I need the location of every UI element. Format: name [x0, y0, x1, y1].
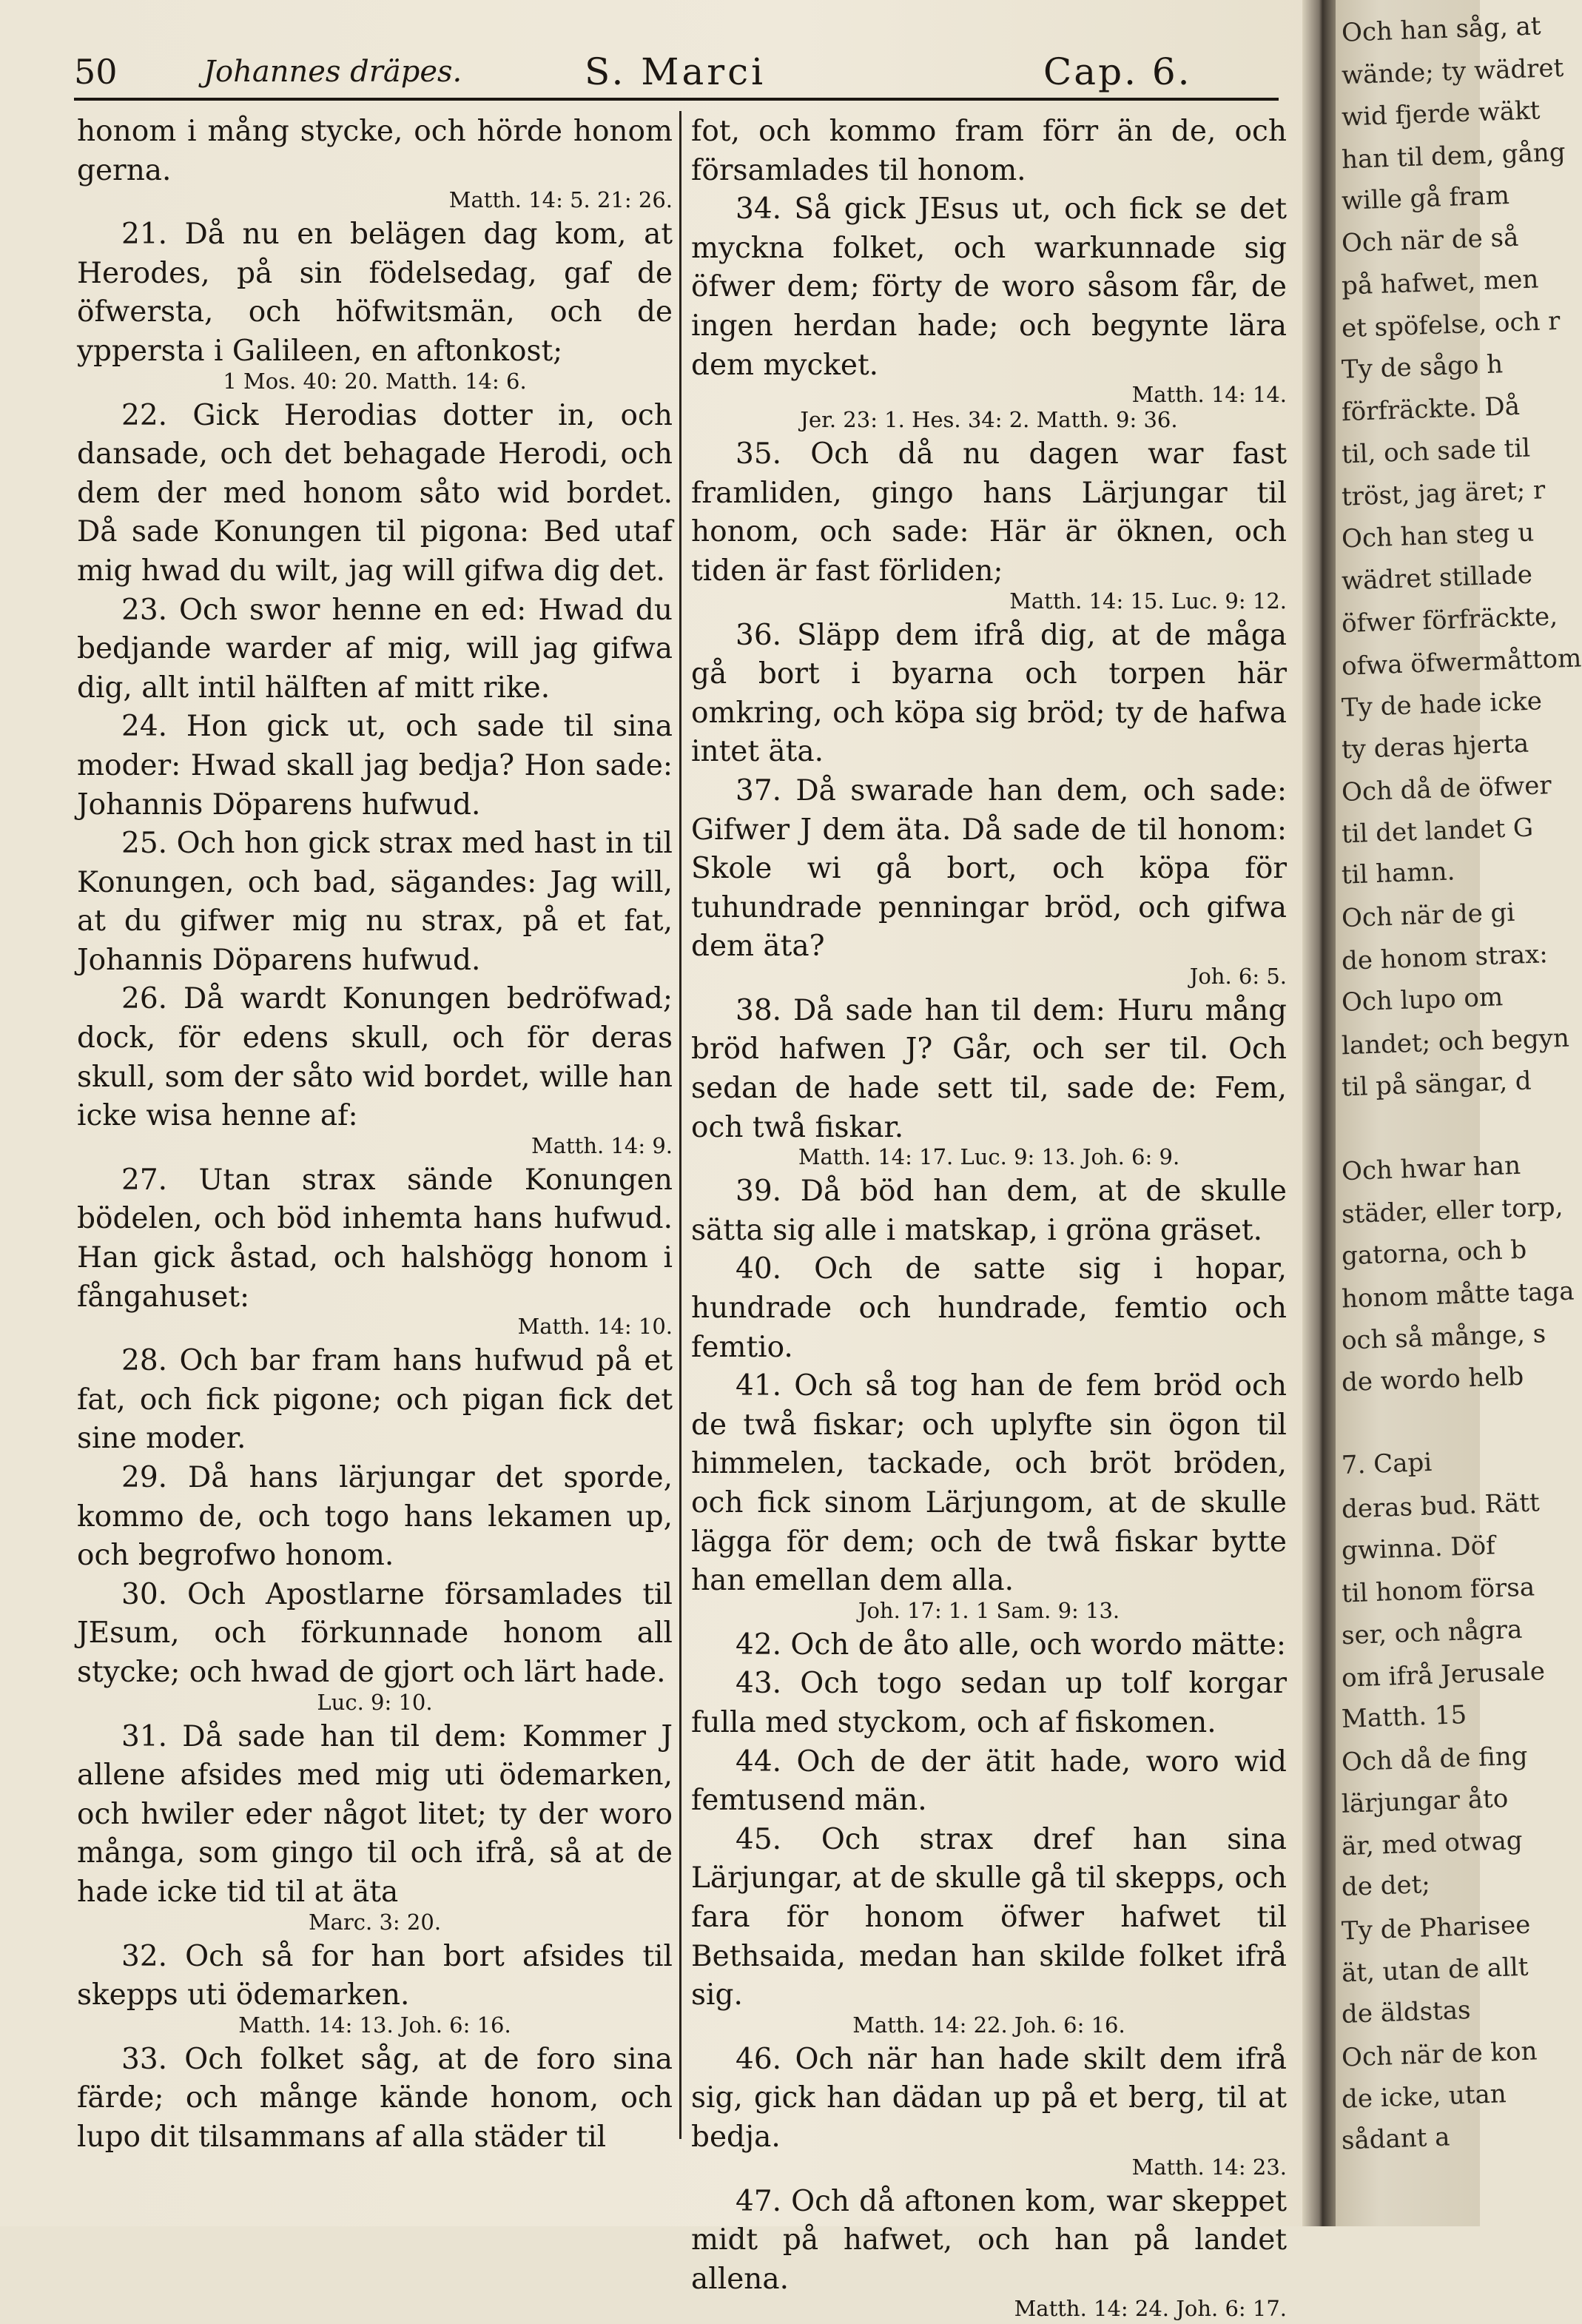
facing-page-fragment: tröst, jag äret; r: [1341, 475, 1546, 512]
cross-reference: Joh. 6: 5.: [1189, 963, 1287, 989]
verse: 40. Och de satte sig i hopar, hundrade och hundrade, femtio och femtio.: [691, 1252, 1287, 1364]
left-column: [77, 112, 673, 2157]
cross-reference: Marc. 3: 20.: [308, 1909, 442, 1935]
facing-page-fragment: Och när de så: [1341, 222, 1519, 259]
facing-page-fragment: Och när de gi: [1341, 897, 1515, 934]
verse: 25. Och hon gick strax med hast in til Konungen, och bad, sägandes: Jag will, at du gifwer mig nu strax, på et fat, Johannis Döparens hufwud.: [77, 827, 673, 977]
facing-page-fragment: de wordo helb: [1341, 1361, 1524, 1398]
facing-page-fragment: om ifrå Jerusale: [1341, 1656, 1546, 1693]
verse: 46. Och när han hade skilt dem ifrå sig, gick han dädan up på et berg, til at bedja.: [691, 2042, 1287, 2154]
facing-page-fragment: de honom strax:: [1341, 939, 1549, 976]
verse: 44. Och de der ätit hade, woro wid femtusend män.: [691, 1744, 1287, 1818]
header-rule: [74, 98, 1279, 101]
cross-reference: Jer. 23: 1. Hes. 34: 2. Matth. 9: 36.: [800, 407, 1178, 433]
verse: 30. Och Apostlarne församlades til JEsum, och förkunnade honom all stycke; och hwad de gjort och lärt hade.: [77, 1577, 673, 1689]
facing-page-fragment: til honom försa: [1341, 1572, 1535, 1609]
verse: 28. Och bar fram hans hufwud på et fat, och fick pigone; och pigan fick det sine moder.: [77, 1344, 673, 1456]
facing-page-fragment: Matth. 15: [1341, 1700, 1467, 1734]
facing-page-fragment: landet; och begyn: [1341, 1023, 1570, 1061]
running-header: [74, 46, 1288, 98]
facing-page-fragment: Och då de öfwer: [1341, 770, 1552, 807]
page-number: 50: [74, 52, 118, 92]
cross-reference: Luc. 9: 10.: [317, 1689, 433, 1715]
facing-page-fragment: til på sängar, d: [1341, 1066, 1532, 1103]
facing-page-fragment: lärjungar åto: [1341, 1784, 1509, 1819]
facing-page-fragment: et spöfelse, och r: [1341, 306, 1561, 344]
column-divider: [679, 111, 681, 2139]
cross-reference: Matth. 14: 22. Joh. 6: 16.: [852, 2012, 1125, 2038]
facing-page-fragment: ofwa öfwermåttom: [1341, 643, 1582, 682]
cross-reference: Joh. 17: 1. 1 Sam. 9: 13.: [858, 1597, 1120, 1623]
verse: 27. Utan strax sände Konungen bödelen, och böd inhemta hans hufwud. Han gick åstad, och halshögg honom i fångahuset:: [77, 1163, 673, 1314]
cross-reference: Matth. 14: 17. Luc. 9: 13. Joh. 6: 9.: [798, 1144, 1180, 1170]
facing-page-fragment: sådant a: [1341, 2122, 1451, 2156]
facing-page-fragment: gwinna. Döf: [1341, 1531, 1496, 1566]
cross-reference: Matth. 14: 9.: [531, 1132, 673, 1158]
cross-reference: Matth. 14: 5. 21: 26.: [448, 187, 673, 213]
cross-reference: Matth. 14: 23.: [1131, 2154, 1287, 2180]
verse: 31. Då sade han til dem: Kommer J allene afsides med mig uti ödemarken, och hwiler eder något litet; ty der woro många, som gingo til och ifrå, så at de hade icke tid til at äta: [77, 1719, 673, 1909]
facing-page-fragment: deras bud. Rätt: [1341, 1488, 1541, 1525]
facing-page-fragment: wid fjerde wäkt: [1341, 95, 1541, 132]
verse: 42. Och de åto alle, och wordo mätte:: [736, 1628, 1287, 1662]
facing-page-fragment: wädret stillade: [1341, 560, 1533, 597]
cross-reference: Matth. 14: 24. Joh. 6: 17.: [1014, 2296, 1287, 2322]
verse: 34. Så gick JEsus ut, och fick se det myckna folket, och warkunnade sig öfwer dem; förty de woro såsom får, de ingen herdan hade; och begynte lära dem mycket.: [691, 192, 1287, 382]
verse: 32. Och så for han bort afsides til skepps uti ödemarken.: [77, 1939, 673, 2012]
verse-continuation: honom i mång stycke, och hörde honom gerna.: [77, 115, 673, 187]
facing-page-fragment: och så månge, s: [1341, 1319, 1546, 1356]
facing-page-fragment: 7. Capi: [1341, 1447, 1433, 1481]
verse: 47. Och då aftonen kom, war skeppet midt på hafwet, och han på landet allena.: [691, 2184, 1287, 2296]
facing-page-fragment: städer, eller torp,: [1341, 1192, 1564, 1230]
facing-page-fragment: honom måtte taga: [1341, 1276, 1575, 1314]
verse: 45. Och strax dref han sina Lärjungar, at de skulle gå til skepps, och fara för honom öfwer hafwet til Bethsaida, medan han skilde folket ifrå sig.: [691, 1822, 1287, 2012]
verse: 21. Då nu en belägen dag kom, at Herodes, på sin födelsedag, gaf de öfwersta, och höfwitsmän, och de yppersta i Galileen, en aftonkost;: [77, 218, 673, 368]
running-title: Johannes dräpes.: [203, 55, 462, 89]
verse: 24. Hon gick ut, och sade til sina moder: Hwad skall jag bedja? Hon sade: Johannis Döparens hufwud.: [77, 710, 673, 822]
verse-continuation: fot, och kommo fram förr än de, och församlades til honom.: [691, 115, 1287, 187]
facing-page-fragment: ät, utan de allt: [1341, 1952, 1529, 1989]
facing-page-fragment: Och när de kon: [1341, 2036, 1538, 2073]
right-column: [691, 112, 1287, 2324]
verse: 29. Då hans lärjungar det sporde, kommo de, och togo hans lekamen up, och begrofwo honom.: [77, 1461, 673, 1573]
verse: 41. Och så tog han de fem bröd och de twå fiskar; och uplyfte sin ögon til himmelen, tackade, och bröt bröden, och fick sinom Lärjungom, at de skulle lägga för dem; och de twå fiskar bytte han emellan dem alla.: [691, 1369, 1287, 1598]
cross-reference: Matth. 14: 15. Luc. 9: 12.: [1009, 588, 1287, 614]
facing-page-fragment: på hafwet, men: [1341, 264, 1539, 301]
verse: 35. Och då nu dagen war fast framliden, gingo hans Lärjungar til honom, och sade: Här är öknen, och tiden är fast förliden;: [691, 437, 1287, 588]
facing-page-fragment: är, med otwag: [1341, 1825, 1524, 1862]
verse: 38. Då sade han til dem: Huru mång bröd hafwen J? Går, och ser til. Och sedan de hade sett til, sade de: Fem, och twå fiskar.: [691, 993, 1287, 1144]
facing-page-fragment: han til dem, gång: [1341, 137, 1566, 175]
facing-page-fragment: gatorna, och b: [1341, 1235, 1527, 1272]
facing-page-fragment: förfräckte. Då: [1341, 391, 1521, 428]
chapter-label: Cap. 6.: [1043, 50, 1192, 93]
facing-page-fragment: Och han steg u: [1341, 517, 1535, 554]
facing-page-fragment: öfwer förfräckte,: [1341, 601, 1558, 639]
verse: 36. Släpp dem ifrå dig, at de måga gå bort i byarna och torpen här omkring, och köpa sig bröd; ty de hafwa intet äta.: [691, 618, 1287, 769]
facing-page-fragment: Och då de fing: [1341, 1741, 1529, 1778]
facing-page-fragment: de äldstas: [1341, 1995, 1472, 2030]
facing-page-fragment: de det;: [1341, 1869, 1431, 1903]
facing-page-fragment: Ty de hade icke: [1341, 686, 1543, 723]
facing-page-fragment: til hamn.: [1341, 856, 1455, 890]
cross-reference: 1 Mos. 40: 20. Matth. 14: 6.: [223, 368, 527, 394]
facing-page-fragment: Och han såg, at: [1341, 11, 1542, 48]
verse: 33. Och folket såg, at de foro sina färde; och månge kände honom, och lupo dit tilsammans af alla städer til: [77, 2042, 673, 2154]
facing-page-edge: [1336, 0, 1582, 2226]
facing-page-fragment: wände; ty wädret: [1341, 53, 1564, 91]
verse: 22. Gick Herodias dotter in, och dansade, och det behagade Herodi, och dem der med honom såto wid bordet. Då sade Konungen til pigona: Bed utaf mig hwad du wilt, jag will gifwa dig det.: [77, 398, 673, 588]
verse: 23. Och swor henne en ed: Hwad du bedjande warder af mig, will jag gifwa dig, allt intil hälften af mitt rike.: [77, 593, 673, 705]
book-gutter: [1302, 0, 1339, 2226]
facing-page-fragment: Ty de sågo h: [1341, 349, 1504, 385]
facing-page-fragment: ty deras hjerta: [1341, 728, 1529, 765]
facing-page-fragment: Ty de Pharisee: [1341, 1910, 1531, 1947]
cross-reference: Matth. 14: 13. Joh. 6: 16.: [238, 2012, 511, 2038]
facing-page-fragment: Och hwar han: [1341, 1150, 1521, 1187]
verse: 37. Då swarade han dem, och sade: Gifwer J dem äta. Då sade de til honom: Skole wi gå bort, och köpa för tuhundrade penningar bröd, och gifwa dem äta?: [691, 773, 1287, 964]
cross-reference: Matth. 14: 10.: [517, 1314, 673, 1340]
cross-reference: Matth. 14: 14.: [1131, 382, 1287, 408]
facing-page-fragment: de icke, utan: [1341, 2079, 1507, 2115]
verse: 26. Då wardt Konungen bedröfwad; dock, för edens skull, och för deras skull, som der såto wid bordet, wille han icke wisa henne af:: [77, 982, 673, 1133]
facing-page-fragment: til, och sade til: [1341, 433, 1531, 470]
facing-page-fragment: wille gå fram: [1341, 181, 1510, 216]
facing-page-fragment: til det landet G: [1341, 813, 1534, 850]
facing-page-fragment: Och lupo om: [1341, 982, 1504, 1018]
facing-page-fragment: ser, och några: [1341, 1614, 1523, 1651]
verse: 43. Och togo sedan up tolf korgar fulla med styckom, och af fiskomen.: [691, 1667, 1287, 1739]
book-title: S. Marci: [585, 50, 767, 93]
verse: 39. Då böd han dem, at de skulle sätta sig alle i matskap, i gröna gräset.: [691, 1175, 1287, 1247]
